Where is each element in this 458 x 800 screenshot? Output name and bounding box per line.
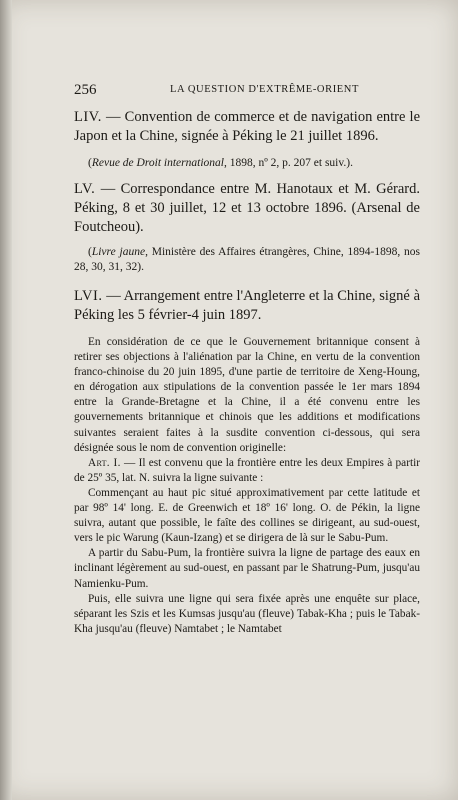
entry-title: — Correspondance entre M. Hanotaux et M. Gérard. Péking, 8 et 30 juillet, 12 et 13 octobre 1896. (Arsenal de Foutcheou). [74, 181, 420, 235]
running-title: LA QUESTION D'EXTRÊME-ORIENT [170, 84, 360, 95]
citation-source: Revue de Droit international [91, 157, 224, 169]
article-paragraph [74, 456, 420, 486]
entry-title: — Convention de commerce et de navigation entre le Japon et la Chine, signée à Péking le 21 juillet 1896. [74, 109, 421, 144]
page-content [74, 82, 420, 637]
citation-details: , Ministère des Affaires étrangères, Chine, 1894-1898, nos 28, 30, 31, 32). [74, 246, 420, 273]
entry-number: LV. [74, 181, 96, 197]
paragraph-text: Puis, elle suivra une ligne qui sera fixée après une enquête sur place, séparant les Szis et les Kumsas jusqu'au (fleuve) Tabak-Kha ; puis le Tabak-Kha jusqu'au (fleuve) Namtabet ; le Namtabet [74, 592, 420, 635]
paragraph-text: — Il est convenu que la frontière entre les deux Empires à partir de 25º 35, lat. N. suivra la ligne suivante : [74, 456, 420, 484]
citation-source: Livre jaune [91, 246, 146, 258]
entry-number: LIV. [74, 109, 102, 125]
entry-number: LVI. [74, 288, 103, 304]
citation-details: , 1898, nº 2, p. 207 et suiv.). [223, 157, 353, 169]
entry-lv-heading [74, 180, 420, 237]
entry-liv-heading [74, 108, 420, 146]
citation-open: ( [88, 157, 92, 169]
page-edge-shadow [0, 0, 12, 800]
paragraph-text: A partir du Sabu-Pum, la frontière suivra la ligne de partage des eaux en inclinant légèrement au sud-ouest, en passant par le Shatrung-Pum, jusqu'au Namienku-Pum. [74, 547, 420, 590]
paragraph-text: Commençant au haut pic situé approximativement par cette latitude et par 98º 14' long. E. de Greenwich et 18º 16' long. O. de Pékin, la ligne suivra, autant que possible, le faîte des collines se dirigeant, au sud-ouest, vers le pic Warung (Kaun-Izang) et se dirigera de là sur le Sabu-Pum. [74, 486, 420, 545]
page-number: 256 [74, 82, 97, 98]
body-paragraph [74, 546, 420, 591]
article-label: Art. I. [88, 456, 121, 469]
body-paragraph [74, 486, 420, 546]
entry-liv-citation [74, 156, 420, 171]
entry-lv-citation [74, 245, 420, 275]
paragraph-text: En considération de ce que le Gouvernement britannique consent à retirer ses objections à l'aliénation par la Chine, en vertu de la convention franco-chinoise du 20 juin 1895, d'une partie de territoire de Xeng-Houng, en dérogation aux stipulations de la convention passée le 1er mars 1894 entre la Grande-Bretagne et la Chine, il a été convenu entre les gouvernements britannique et chinois que les additions et modifications suivantes seraient faites à la susdite convention ci-dessous, qui sera désignée sous le nom de convention originelle: [74, 336, 420, 454]
entry-title: — Arrangement entre l'Angleterre et la Chine, signé à Péking les 5 février-4 juin 1897. [74, 288, 421, 323]
entry-lvi-heading [74, 287, 420, 325]
page-header [74, 82, 420, 104]
citation-open: ( [88, 246, 92, 258]
body-paragraph [74, 335, 420, 456]
body-paragraph [74, 592, 420, 637]
